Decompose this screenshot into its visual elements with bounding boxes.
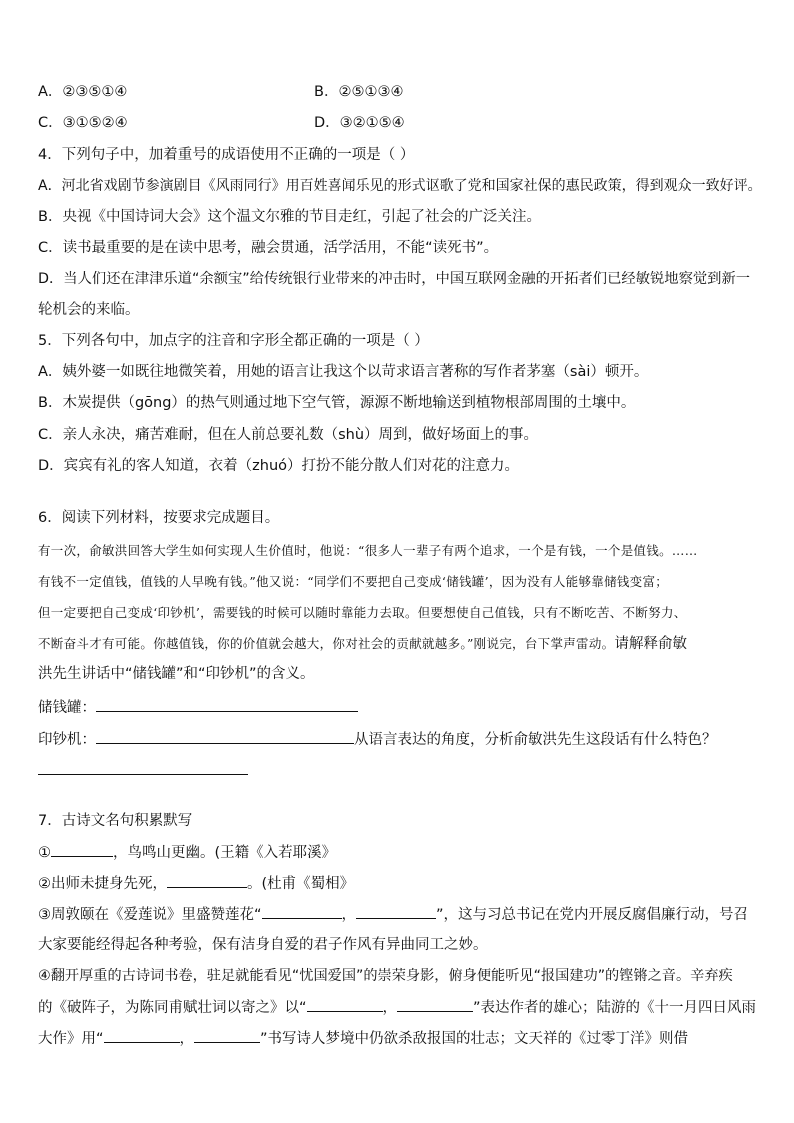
q7-item-4-text-d: 大作》用“ [38, 1031, 104, 1047]
answer-blank-printer[interactable] [96, 729, 354, 744]
q3-option-a: A．②③⑤①④ [38, 84, 128, 100]
q7-blank-2[interactable] [167, 873, 247, 888]
q7-item-2-text-b: 。(杜甫《蜀相》 [247, 876, 355, 892]
q7-item-4-comma: ， [382, 1000, 398, 1016]
q7-stem: 7．古诗文名句积累默写 [38, 813, 193, 829]
q7-item-4-text-e: ”书写诗人梦境中仍欲杀敌报国的壮志；文天祥的《过零丁洋》则借 [260, 1031, 689, 1047]
q7-blank-3b[interactable] [356, 904, 436, 919]
q7-item-3 [38, 904, 748, 925]
q6-followup-question: 从语言表达的角度，分析俞敏洪先生这段话有什么特色？ [354, 732, 717, 748]
q7-blank-4d[interactable] [194, 1028, 260, 1043]
q7-item-3-comma: ， [341, 907, 357, 923]
answer-blank-language[interactable] [38, 760, 248, 775]
q7-item-3-text-c: ”，这与习总书记在党内开展反腐倡廉行动，号召 [436, 907, 749, 923]
q6-passage-line4-text: 不断奋斗才有可能。你越值钱，你的价值就会越大，你对社会的贡献就越多。”刚说完，台下掌声雷动。 [38, 636, 615, 651]
q7-item-4-text-c: ”表达作者的雄心；陆游的《十一月四日风雨 [473, 1000, 757, 1016]
answer-blank-piggybank[interactable] [96, 697, 358, 712]
q3-option-c: C．③①⑤②④ [38, 115, 128, 131]
q6-passage-line4 [38, 634, 687, 654]
q7-item-4-line2 [38, 997, 756, 1018]
q7-blank-4b[interactable] [397, 997, 473, 1012]
q6-passage-line1: 有一次，俞敏洪回答大学生如何实现人生价值时，他说：“很多人一辈子有两个追求，一个是有钱，一个是值钱。…… [38, 543, 698, 558]
q7-blank-4a[interactable] [307, 997, 383, 1012]
q7-blank-4c[interactable] [104, 1028, 180, 1043]
q7-blank-3a[interactable] [262, 904, 342, 919]
q7-item-2-text-a: ②出师未捷身先死， [38, 876, 167, 892]
q6-passage-line3: 但一定要把自己变成‘印钞机’，需要钱的时候可以随时靠能力去取。但要想使自己值钱，只有不断吃苦、不断努力、 [38, 605, 687, 620]
q4-stem: 4．下列句子中，加着重号的成语使用不正确的一项是（ ） [38, 147, 415, 163]
q5-stem: 5．下列各句中，加点字的注音和字形全都正确的一项是（ ） [38, 333, 429, 349]
q6-question-line2: 洪先生讲话中“储钱罐”和“印钞机”的含义。 [38, 666, 315, 682]
q4-option-a: A．河北省戏剧节参演剧目《风雨同行》用百姓喜闻乐见的形式讴歌了党和国家社保的惠民政策，得到观众一致好评。 [38, 178, 762, 194]
q4-option-d-line1: D．当人们还在津津乐道“余额宝”给传统银行业带来的冲击时，中国互联网金融的开拓者们已经敏锐地察觉到新一 [38, 271, 751, 287]
q5-option-d: D．宾宾有礼的客人知道，衣着（zhuó）打扮不能分散人们对花的注意力。 [38, 458, 520, 474]
q3-option-d: D．③②①⑤④ [314, 115, 405, 131]
q7-item-4-line3 [38, 1028, 688, 1049]
q7-item-4-text-a: 的《破阵子，为陈同甫赋壮词以寄之》以“ [38, 1000, 307, 1016]
q6-answer-1 [38, 697, 358, 718]
q4-option-b: B．央视《中国诗词大会》这个温文尔雅的节目走红，引起了社会的广泛关注。 [38, 209, 541, 225]
q7-item-1 [38, 842, 336, 863]
q6-answer-2 [38, 729, 717, 750]
q4-option-d-line2: 轮机会的来临。 [38, 302, 140, 318]
q6-question-text: 请解释俞敏 [614, 636, 687, 652]
q7-item-4-comma-2: ， [179, 1031, 195, 1047]
q7-blank-1[interactable] [51, 842, 113, 857]
q6-answer-3 [38, 760, 248, 781]
q5-option-c: C．亲人永决，痛苦难耐，但在人前总要礼数（shù）周到，做好场面上的事。 [38, 427, 539, 443]
q5-option-b: B．木炭提供（gōng）的热气则通过地下空气管，源源不断地输送到植物根部周围的土壤中。 [38, 395, 636, 411]
q7-item-3-line2: 大家要能经得起各种考验，保有洁身自爱的君子作风有异曲同工之妙。 [38, 937, 488, 953]
q7-item-1-number: ① [38, 845, 51, 861]
q4-option-c: C．读书最重要的是在读中思考，融会贯通，活学活用，不能“读死书”。 [38, 240, 499, 256]
q7-item-4-line1: ④翻开厚重的古诗词书卷，驻足就能看见“忧国爱国”的崇荣身影，俯身便能听见“报国建功”的铿锵之音。辛弃疾 [38, 968, 733, 984]
q6-stem: 6．阅读下列材料，按要求完成题目。 [38, 510, 280, 526]
q3-option-b: B．②⑤①③④ [314, 84, 404, 100]
answer-label-printer: 印钞机： [38, 732, 96, 748]
q6-passage-line2: 有钱不一定值钱，值钱的人早晚有钱。”他又说：“同学们不要把自己变成‘储钱罐’，因为没有人能够靠储钱变富； [38, 574, 669, 589]
q7-item-3-text-a: ③周敦颐在《爱莲说》里盛赞莲花“ [38, 907, 262, 923]
q5-option-a: A．姨外婆一如既往地微笑着，用她的语言让我这个以苛求语言著称的写作者茅塞（sài）顿开。 [38, 364, 649, 380]
q7-item-2 [38, 873, 354, 894]
q7-item-1-text: ，鸟鸣山更幽。(王籍《入若耶溪》 [113, 845, 337, 861]
answer-label-piggybank: 储钱罐： [38, 700, 96, 716]
